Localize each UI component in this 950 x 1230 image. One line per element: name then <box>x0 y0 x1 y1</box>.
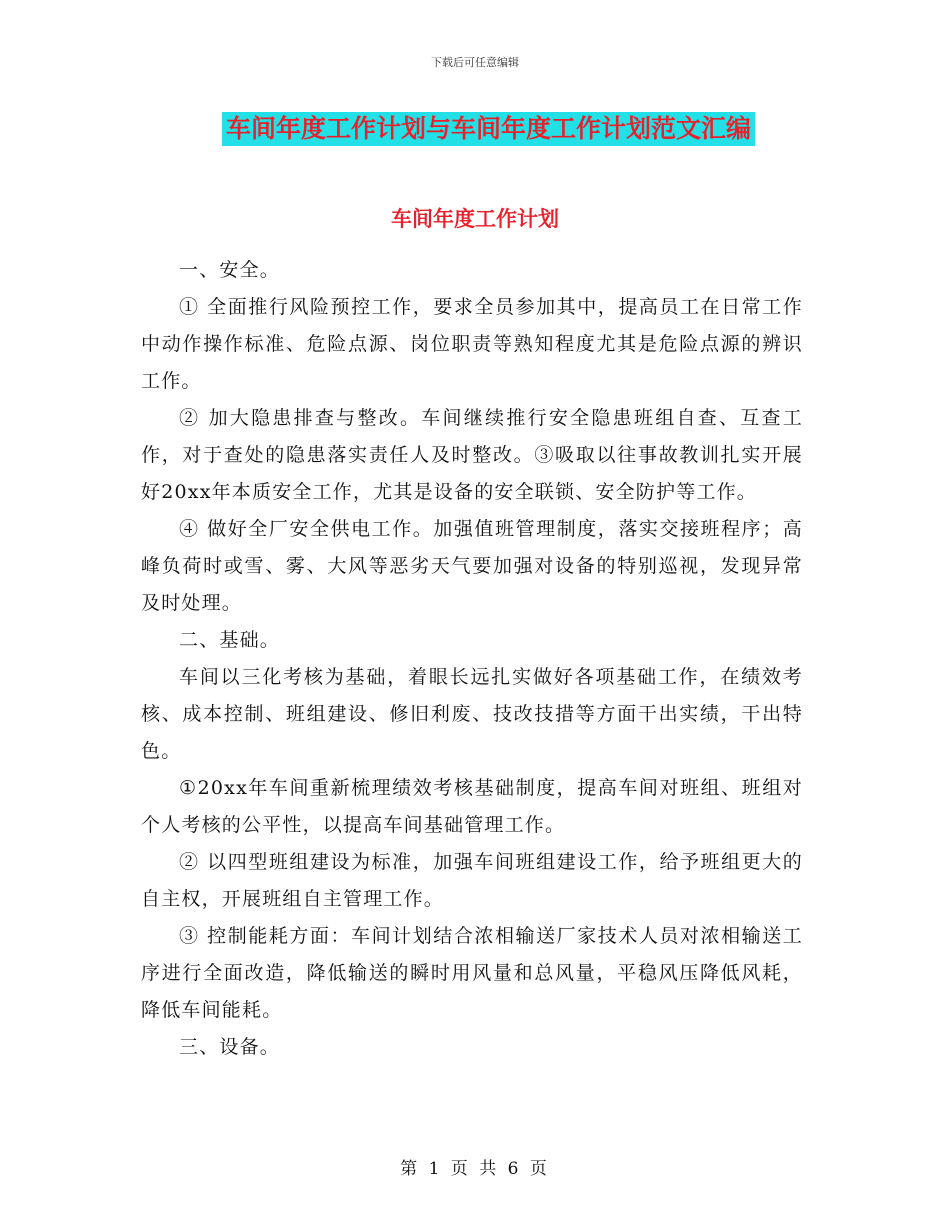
paragraph: ② 加大隐患排查与整改。车间继续推行安全隐患班组自查、互查工作，对于查处的隐患落实责任人及时整改。③吸取以往事故教训扎实开展好20xx年本质安全工作，尤其是设备的安全联锁、安全防护等工作。 <box>141 407 803 503</box>
paragraph: ①20xx年车间重新梳理绩效考核基础制度，提高车间对班组、班组对个人考核的公平性，以提高车间基础管理工作。 <box>141 777 803 836</box>
document-body <box>141 252 803 1066</box>
header-note: 下载后可任意编辑 <box>431 56 519 69</box>
paragraph: ④ 做好全厂安全供电工作。加强值班管理制度，落实交接班程序；高峰负荷时或雪、雾、大风等恶劣天气要加强对设备的特别巡视，发现异常及时处理。 <box>141 518 803 614</box>
paragraph: ③ 控制能耗方面：车间计划结合浓相输送厂家技术人员对浓相输送工序进行全面改造，降低输送的瞬时用风量和总风量，平稳风压降低风耗，降低车间能耗。 <box>141 925 803 1021</box>
paragraph: 一、安全。 <box>179 259 281 281</box>
paragraph: ② 以四型班组建设为标准，加强车间班组建设工作，给予班组更大的自主权，开展班组自主管理工作。 <box>141 851 803 910</box>
document-title: 车间年度工作计划与车间年度工作计划范文汇编 <box>222 112 755 146</box>
paragraph: 三、设备。 <box>179 1036 281 1058</box>
paragraph: 车间以三化考核为基础，着眼长远扎实做好各项基础工作，在绩效考核、成本控制、班组建设、修旧利废、技改技措等方面干出实绩，干出特色。 <box>141 666 803 762</box>
section-title: 车间年度工作计划 <box>391 207 559 231</box>
page-number: 第 1 页 共 6 页 <box>400 1159 550 1179</box>
paragraph: ① 全面推行风险预控工作，要求全员参加其中，提高员工在日常工作中动作操作标准、危险点源、岗位职责等熟知程度尤其是危险点源的辨识工作。 <box>141 296 803 392</box>
paragraph: 二、基础。 <box>179 629 281 651</box>
